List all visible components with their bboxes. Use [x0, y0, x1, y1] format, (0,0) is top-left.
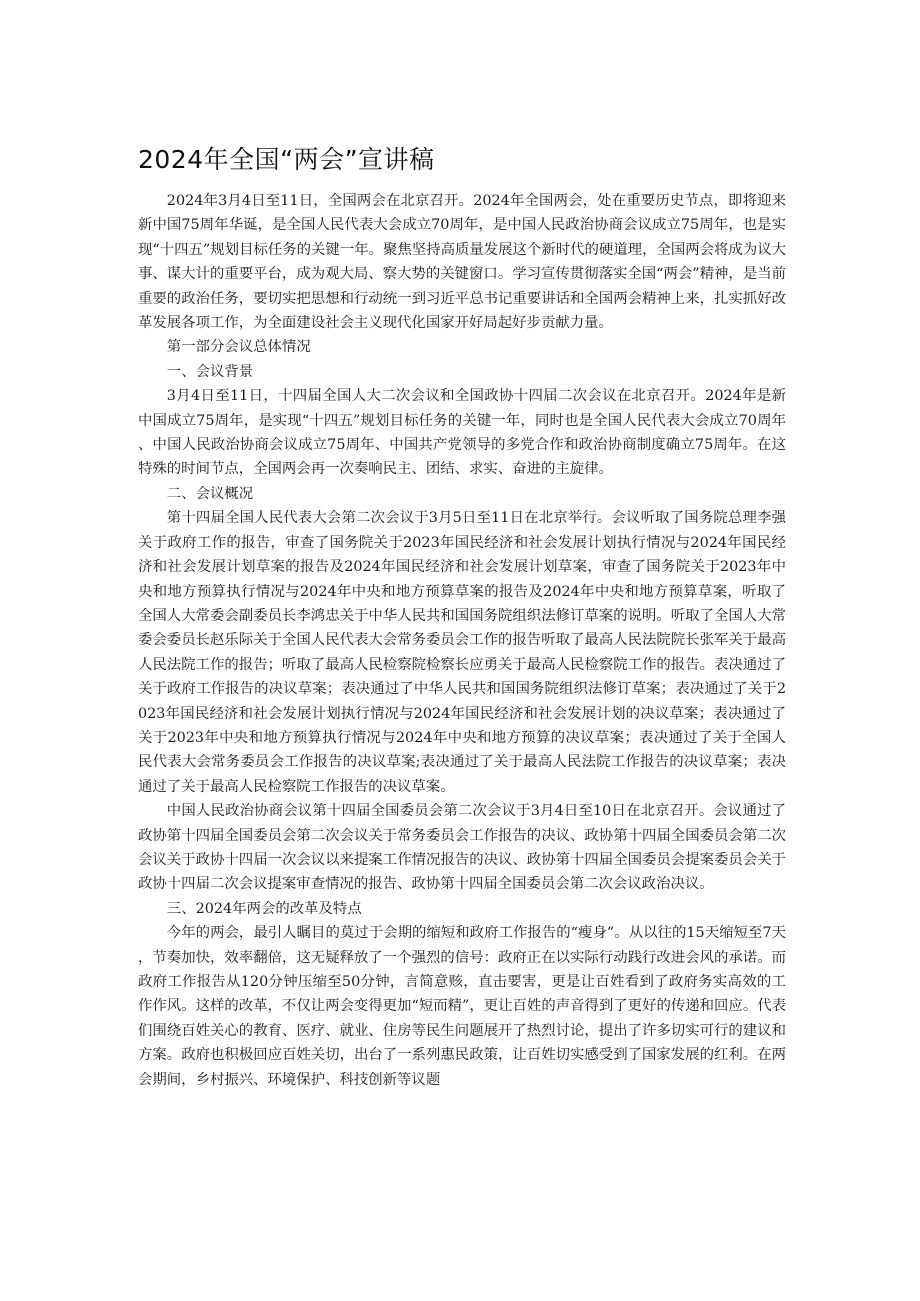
section-background-heading: 一、会议背景 [166, 363, 254, 380]
reform-paragraph: 今年的两会，最引人瞩目的莫过于会期的缩短和政府工作报告的“瘦身”。从以往的15天缩短至7天，节奏加快，效率翻倍，这无疑释放了一个强烈的信号：政府正在以实际行动践行改进会风的承诺。而政府工作报告从120分钟压缩至50分钟，言简意赅，直击要害，更是让百姓看到了政府务实高效的工作作风。这样的改革，不仅让两会变得更加“短而精”，更让百姓的声音得到了更好的传递和回应。代表们围绕百姓关心的教育、医疗、就业、住房等民生问题展开了热烈讨论，提出了许多切实可行的建议和方案。政府也积极回应百姓关切，出台了一系列惠民政策，让百姓切实感受到了国家发展的红利。在两会期间，乡村振兴、环境保护、科技创新等议题 [138, 925, 786, 1088]
npc-overview-paragraph: 第十四届全国人民代表大会第二次会议于3月5日至11日在北京举行。会议听取了国务院总理李强关于政府工作的报告，审查了国务院关于2023年国民经济和社会发展计划执行情况与2024年国民经济和社会发展计划草案的报告及2024年国民经济和社会发展计划草案，审查了国务院关于2023年中央和地方预算执行情况与2024年中央和地方预算草案的报告及2024年中央和地方预算草案，听取了全国人大常委会副委员长李鸿忠关于中华人民共和国国务院组织法修订草案的说明。听取了全国人大常委会委员长赵乐际关于全国人民代表大会常务委员会工作的报告听取了最高人民法院院长张军关于最高人民法院工作的报告；听取了最高人民检察院检察长应勇关于最高人民检察院工作的报告。表决通过了关于政府工作报告的决议草案；表决通过了中华人民共和国国务院组织法修订草案；表决通过了关于2023年国民经济和社会发展计划执行情况与2024年国民经济和社会发展计划的决议草案；表决通过了关于2023年中央和地方预算执行情况与2024年中央和地方预算的决议草案；表决通过了关于全国人民代表大会常务委员会工作报告的决议草案;表决通过了关于最高人民法院工作报告的决议草案；表决通过了关于最高人民检察院工作报告的决议草案。 [138, 510, 786, 795]
intro-paragraph: 2024年3月4日至11日，全国两会在北京召开。2024年全国两会，处在重要历史节点，即将迎来新中国75周年华诞，是全国人民代表大会成立70周年，是中国人民政治协商会议成立75周年，也是实现“十四五”规划目标任务的关键一年。聚焦坚持高质量发展这个新时代的硬道理，全国两会将成为议大事、谋大计的重要平台，成为观大局、察大势的关键窗口。学习宣传贯彻落实全国“两会”精神，是当前重要的政治任务，要切实把思想和行动统一到习近平总书记重要讲话和全国两会精神上来，扎实抓好改革发展各项工作，为全面建设社会主义现代化国家开好局起好步贡献力量。 [138, 193, 786, 332]
background-paragraph: 3月4日至11日，十四届全国人大二次会议和全国政协十四届二次会议在北京召开。2024年是新中国成立75周年，是实现“十四五”规划目标任务的关键一年，同时也是全国人民代表大会成立70周年、中国人民政治协商会议成立75周年、中国共产党领导的多党合作和政治协商制度确立75周年。在这特殊的时间节点，全国两会再一次奏响民主、团结、求实、奋进的主旋律。 [138, 388, 786, 478]
cppcc-overview-paragraph: 中国人民政治协商会议第十四届全国委员会第二次会议于3月4日至10日在北京召开。会议通过了政协第十四届全国委员会第二次会议关于常务委员会工作报告的决议、政协第十四届全国委员会第二次会议关于政协十四届一次会议以来提案工作情况报告的决议、政协第十四届全国委员会提案委员会关于政协十四届二次会议提案审查情况的报告、政协第十四届全国委员会第二次会议政治决议。 [138, 803, 786, 893]
part-one-heading: 第一部分会议总体情况 [166, 339, 311, 356]
section-overview-heading: 二、会议概况 [166, 485, 254, 502]
document-page [138, 143, 786, 1092]
document-body [138, 189, 786, 1092]
document-title: 2024年全国“两会”宣讲稿 [138, 145, 435, 174]
section-reform-heading: 三、2024年两会的改革及特点 [166, 900, 362, 917]
